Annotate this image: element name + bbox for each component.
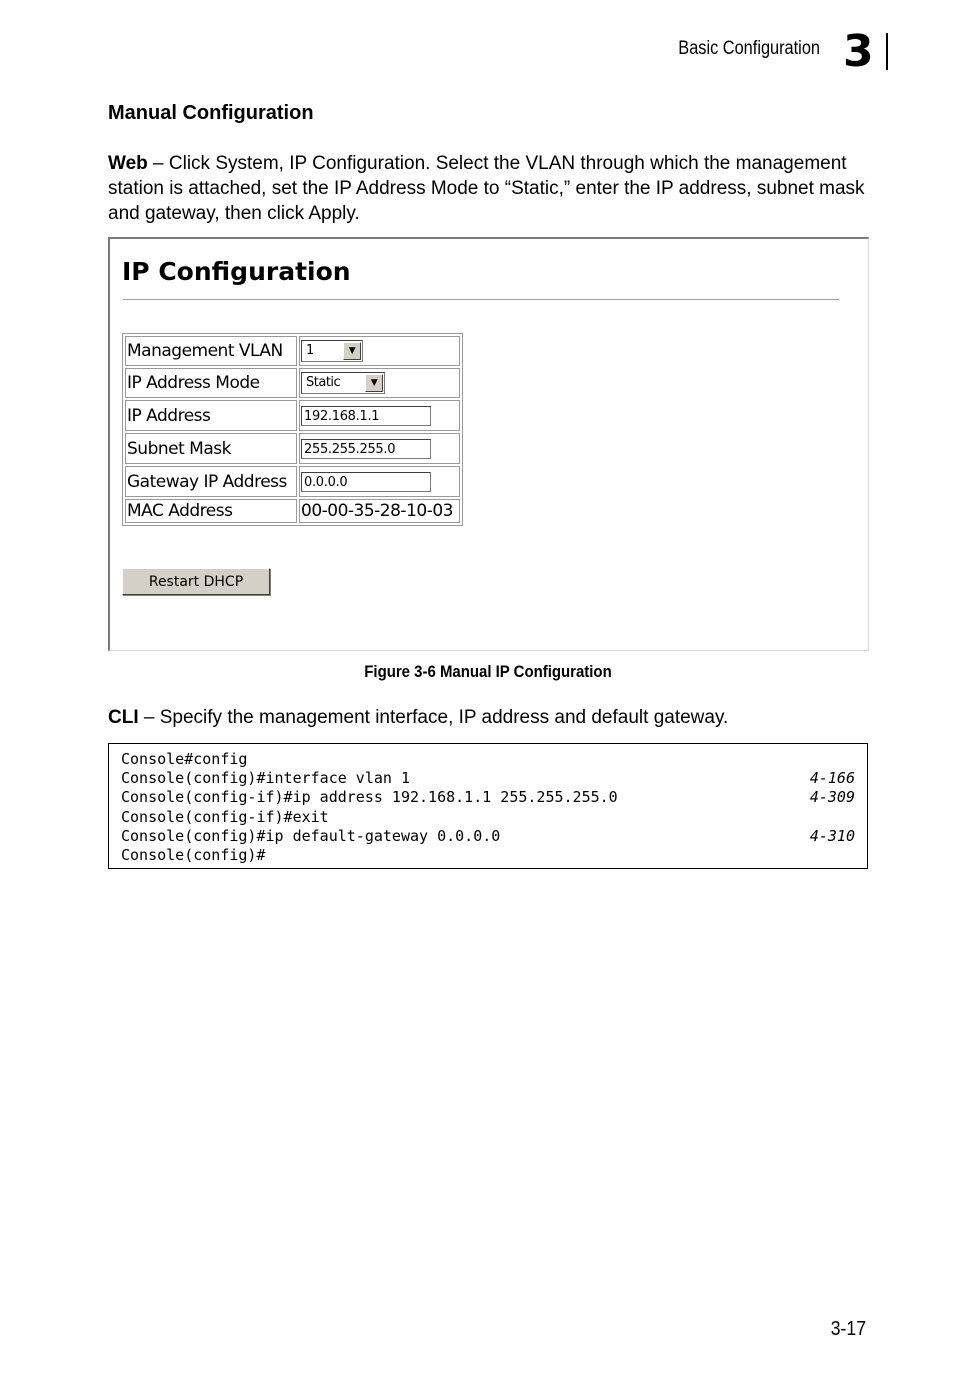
chevron-down-icon[interactable]: ▼ <box>343 342 361 360</box>
table-row <box>125 433 460 464</box>
gateway-label: Gateway IP Address <box>125 466 297 497</box>
mgmt-vlan-cell <box>299 336 460 366</box>
mgmt-vlan-select[interactable] <box>301 340 363 362</box>
chevron-down-icon[interactable]: ▼ <box>365 374 383 392</box>
ip-mode-value: Static <box>306 375 341 390</box>
web-lead: Web <box>108 153 148 174</box>
chapter-number: 3 <box>843 26 874 77</box>
code-command: Console(config)# <box>121 845 266 864</box>
table-row <box>125 400 460 431</box>
cli-paragraph <box>108 705 868 730</box>
page-number: 3-17 <box>830 1318 866 1340</box>
code-line <box>121 808 855 827</box>
mgmt-vlan-value: 1 <box>306 343 314 358</box>
code-command: Console(config-if)#exit <box>121 807 329 826</box>
header-rule <box>886 33 888 70</box>
ip-mode-select[interactable] <box>301 372 385 394</box>
title-divider <box>123 299 839 301</box>
code-command: Console(config-if)#ip address 192.168.1.1 255.255.255.0 <box>121 788 618 807</box>
mgmt-vlan-label: Management VLAN <box>125 336 297 366</box>
gateway-cell <box>299 466 460 497</box>
code-command: Console(config)#ip default-gateway 0.0.0.0 <box>121 826 501 845</box>
cli-text: – Specify the management interface, IP address and default gateway. <box>138 707 729 728</box>
code-page-ref: 4-309 <box>809 788 855 807</box>
subnet-mask-input[interactable]: 255.255.255.0 <box>301 439 431 459</box>
table-row <box>125 466 460 497</box>
table-row <box>125 368 460 398</box>
mac-address-value: 00-00-35-28-10-03 <box>299 499 460 523</box>
code-line <box>121 846 855 865</box>
code-line <box>121 750 855 769</box>
table-row <box>125 499 460 523</box>
header-section-title: Basic Configuration <box>678 38 820 59</box>
gateway-input[interactable]: 0.0.0.0 <box>301 472 431 492</box>
table-row <box>125 336 460 366</box>
code-line <box>121 788 855 807</box>
code-line <box>121 827 855 846</box>
code-command: Console(config)#interface vlan 1 <box>121 769 410 788</box>
ip-address-label: IP Address <box>125 400 297 431</box>
ip-mode-cell <box>299 368 460 398</box>
subnet-mask-cell <box>299 433 460 464</box>
panel-title: IP Configuration <box>122 257 351 286</box>
figure-caption: Figure 3-6 Manual IP Configuration <box>364 662 612 681</box>
ip-configuration-screenshot <box>108 237 869 651</box>
web-text: – Click System, IP Configuration. Select the VLAN through which the management station is attached, set the IP Address Mode to “Static,” enter the IP address, subnet mask and gateway, then click Apply. <box>108 153 865 224</box>
code-line <box>121 769 855 788</box>
section-heading: Manual Configuration <box>108 102 314 124</box>
code-page-ref: 4-166 <box>809 769 855 788</box>
cli-lead: CLI <box>108 707 139 728</box>
code-command: Console#config <box>121 750 248 768</box>
restart-dhcp-button[interactable]: Restart DHCP <box>122 568 270 595</box>
ip-address-cell <box>299 400 460 431</box>
subnet-mask-label: Subnet Mask <box>125 433 297 464</box>
mac-address-label: MAC Address <box>125 499 297 523</box>
ip-address-input[interactable]: 192.168.1.1 <box>301 406 431 426</box>
code-page-ref: 4-310 <box>809 826 855 845</box>
ip-config-table <box>122 333 463 526</box>
cli-code-block <box>108 743 868 869</box>
web-paragraph <box>108 151 868 226</box>
ip-mode-label: IP Address Mode <box>125 368 297 398</box>
